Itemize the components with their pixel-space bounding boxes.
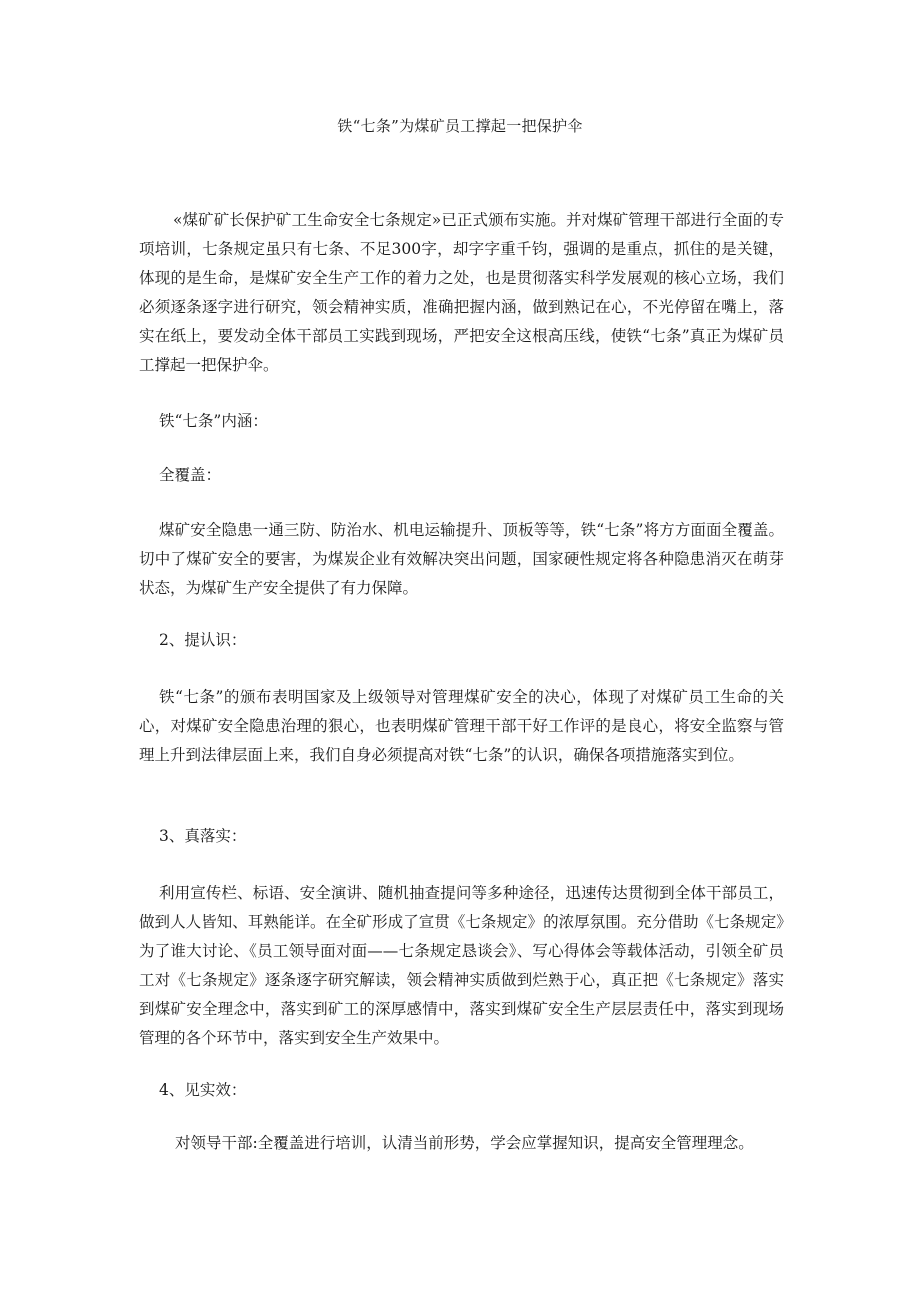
section-heading-full-coverage: 全覆盖： <box>159 466 222 484</box>
section-heading-awareness: 2、提认识： <box>159 631 247 649</box>
section-heading-neihan: 铁“七条”内涵： <box>159 412 268 430</box>
section-heading-implementation: 3、真落实： <box>159 827 247 845</box>
intro-paragraph: «煤矿矿长保护矿工生命安全七条规定»已正式颁布实施。并对煤矿管理干部进行全面的专项培训，七条规定虽只有七条、不足300字，却字字重千钧，强调的是重点，抓住的是关键，体现的是生命，是煤矿安全生产工作的着力之处，也是贯彻落实科学发展观的核心立场，我们必须逐条逐字进行研究，领会精神实质，准确把握内涵，做到熟记在心，不光停留在嘴上，落实在纸上，要发动全体干部员工实践到现场，严把安全这根高压线，使铁“七条”真正为煤矿员工撑起一把保护伞。 <box>139 211 784 374</box>
paragraph-awareness: 铁“七条”的颁布表明国家及上级领导对管理煤矿安全的决心，体现了对煤矿员工生命的关心，对煤矿安全隐患治理的狠心，也表明煤矿管理干部干好工作评的是良心，将安全监察与管理上升到法律层面上来，我们自身必须提高对铁“七条”的认识，确保各项措施落实到位。 <box>139 688 784 764</box>
paragraph-results: 对领导干部:全覆盖进行培训，认清当前形势，学会应掌握知识，提高安全管理理念。 <box>175 1134 754 1152</box>
paragraph-implementation: 利用宣传栏、标语、安全演讲、随机抽查提问等多种途径，迅速传达贯彻到全体干部员工，做到人人皆知、耳熟能详。在全矿形成了宣贯《七条规定》的浓厚氛围。充分借助《七条规定》为了谁大讨论、《员工领导面对面——七条规定恳谈会》、写心得体会等载体活动，引领全矿员工对《七条规定》逐条逐字研究解读，领会精神实质做到烂熟于心，真正把《七条规定》落实到煤矿安全理念中，落实到矿工的深厚感情中，落实到煤矿安全生产层层责任中，落实到现场管理的各个环节中，落实到安全生产效果中。 <box>139 884 784 1047</box>
section-heading-results: 4、见实效： <box>159 1081 247 1099</box>
paragraph-full-coverage: 煤矿安全隐患一通三防、防治水、机电运输提升、顶板等等，铁“七条”将方方面面全覆盖。切中了煤矿安全的要害，为煤炭企业有效解决突出问题，国家硬性规定将各种隐患消灭在萌芽状态，为煤矿生产安全提供了有力保障。 <box>139 521 784 597</box>
document-title: 铁“七条”为煤矿员工撑起一把保护伞 <box>337 117 583 135</box>
